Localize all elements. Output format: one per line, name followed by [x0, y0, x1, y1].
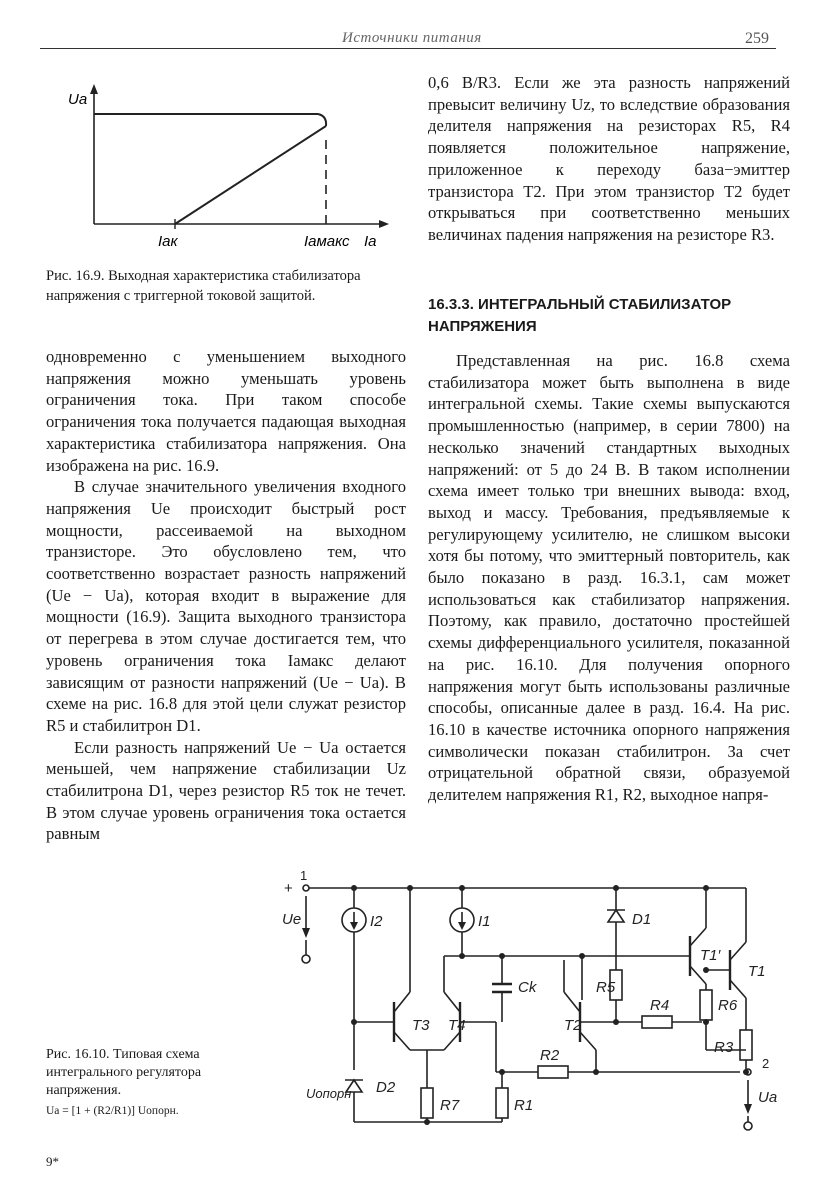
label-r7: R7 — [440, 1097, 460, 1114]
figure-16-9 — [50, 82, 390, 252]
t4-emitter — [444, 1032, 460, 1050]
t3-collector — [394, 992, 410, 1012]
label-node2: 2 — [762, 1056, 770, 1071]
figure-16-10-formula: Uа = [1 + (R2/R1)] Uопорн. — [46, 1105, 179, 1117]
curve-slope — [175, 126, 326, 224]
label-t2: T2 — [564, 1017, 582, 1034]
regulator-schematic — [270, 860, 790, 1140]
left-paragraph-1: одновременно с уменьшением выходного напряжения можно уменьшать уровень ограничения тока. При таком способе ограничения тока получается падающая выходная характеристика стабилизатора напряжения. Она изображена на рис. 16.9. — [46, 347, 406, 475]
curve-corner — [318, 114, 326, 126]
t2-collector — [564, 992, 580, 1012]
resistor-r4 — [642, 1016, 672, 1028]
label-ck: Ck — [518, 979, 537, 996]
t1p-collector — [690, 928, 706, 946]
label-r5: R5 — [596, 979, 616, 996]
left-paragraph-3: Если разность напряжений Uе − Uа остается меньшей, чем напряжение стабилизации Uz стабилитрона D1, через резистор R5 ток не течет. В этом случае уровень ограничения тока остается равным — [46, 737, 406, 844]
label-r4: R4 — [650, 997, 670, 1014]
x-axis-label: Iа — [364, 233, 377, 250]
label-t1p: T1′ — [700, 947, 721, 964]
label-t3: T3 — [412, 1017, 430, 1034]
label-r3: R3 — [714, 1039, 734, 1056]
label-d1: D1 — [632, 911, 652, 928]
t2-emitter — [580, 1032, 596, 1050]
t3-emitter — [394, 1032, 410, 1050]
resistor-r2 — [538, 1066, 568, 1078]
zener-d1 — [608, 910, 624, 922]
label-t4: T4 — [448, 1017, 466, 1034]
tick-i-amaks: Iамакс — [304, 233, 350, 250]
input-terminal — [303, 885, 309, 891]
ua-arrow-head — [744, 1104, 752, 1114]
resistor-r7 — [421, 1088, 433, 1118]
t1-emitter — [730, 980, 746, 998]
t1-collector — [730, 942, 746, 960]
label-plus: + — [284, 880, 293, 897]
left-paragraph-2: В случае значительного увеличения входного напряжения Uе происходит быстрый рост мощности, рассеиваемой на выходном транзисторе. Это обусловлено тем, что соответственно возрастает разность напряжений (Uе − Uа), которая входит в выражение для мощности (16.9). Защита выходного транзистора от перегрева в этом случае достигается тем, что уровень ограничения тока Iамакс делают зависящим от разности напряжений (Uе − Uа). В схеме на рис. 16.8 для этой цели служат резистор R5 и стабилитрон D1. — [46, 477, 406, 735]
resistor-r1 — [496, 1088, 508, 1118]
label-node1: 1 — [300, 868, 308, 883]
left-column — [46, 346, 406, 845]
x-axis-arrow — [379, 220, 389, 228]
tick-i-ak: Iак — [158, 233, 178, 250]
ue-arrow-head — [302, 928, 310, 938]
right-paragraph-2: Представленная на рис. 16.8 схема стабилизатора может быть выполнена в виде интегральной схемы. Такие схемы выпускаются промышленностью (например, в серии 7800) на несколько значений стандартных выходных напряжений: от 5 до 24 В. В таком исполнении схема имеет только три внешних вывода: вход, выход и массу. Требования, предъявляемые к регулирующему усилителю, не слишком высоки хотя бы потому, что эмиттерный повторитель, как было показано в разд. 16.3.1, сам может использоваться как стабилизатор напряжения. Поэтому, как правило, достаточно простейшей схемы дифференциального усилителя, показанной на рис. 16.10. Для получения опорного напряжения могут быть использованы различные способы, описанные далее в разд. 16.4. На рис. 16.10 в качестве источника опорного напряжения символически показан стабилитрон. За счет отрицательной обратной связи, образуемой делителем напряжения R1, R2, выходное напря- — [428, 351, 790, 805]
output-characteristic-chart — [50, 82, 390, 252]
output-ground-terminal — [744, 1122, 752, 1130]
label-r6: R6 — [718, 997, 738, 1014]
running-title: Источники питания — [342, 30, 482, 46]
resistor-r6 — [700, 990, 712, 1020]
page-number: 259 — [745, 30, 769, 47]
y-axis-label: Uа — [68, 91, 88, 108]
figure-16-10-caption-text: Рис. 16.10. Типовая схема интегрального регулятора напряжения. — [46, 1047, 202, 1098]
label-r2: R2 — [540, 1047, 560, 1064]
ground-terminal — [302, 955, 310, 963]
label-i2: I2 — [370, 913, 383, 930]
header-rule — [40, 48, 776, 49]
page-header — [0, 26, 815, 56]
figure-16-10 — [270, 860, 790, 1140]
label-uopor: Uопорн — [306, 1086, 352, 1101]
resistor-r3 — [740, 1030, 752, 1060]
label-i1: I1 — [478, 913, 491, 930]
label-r1: R1 — [514, 1097, 534, 1114]
label-ua: Ua — [758, 1089, 778, 1106]
i2-arrow-head — [350, 922, 358, 930]
right-column-bottom — [428, 350, 790, 806]
signature-mark: 9* — [46, 1154, 59, 1169]
y-axis-arrow — [90, 84, 98, 94]
label-t1: T1 — [748, 963, 766, 980]
figure-16-10-caption — [46, 1046, 256, 1120]
label-d2: D2 — [376, 1079, 396, 1096]
i1-arrow-head — [458, 922, 466, 930]
right-column-top — [428, 72, 790, 246]
t4-collector — [444, 992, 460, 1012]
section-heading: 16.3.3. ИНТЕГРАЛЬНЫЙ СТАБИЛИЗАТОР НАПРЯЖЕНИЯ — [428, 296, 732, 335]
right-paragraph-1: 0,6 В/R3. Если же эта разность напряжений превысит величину Uz, то вследствие образования делителя напряжения на резисторах R5, R4 появляется положительное напряжение, приложенное к переходу база−эмиттер транзистора T2. При этом транзистор T2 будет открываться при соответственно меньших величинах падения напряжения на резисторе R3. — [428, 73, 790, 244]
label-ue: Ue — [282, 911, 302, 928]
figure-16-9-caption: Рис. 16.9. Выходная характеристика стабилизатора напряжения с триггерной токовой защитой. — [46, 268, 361, 304]
